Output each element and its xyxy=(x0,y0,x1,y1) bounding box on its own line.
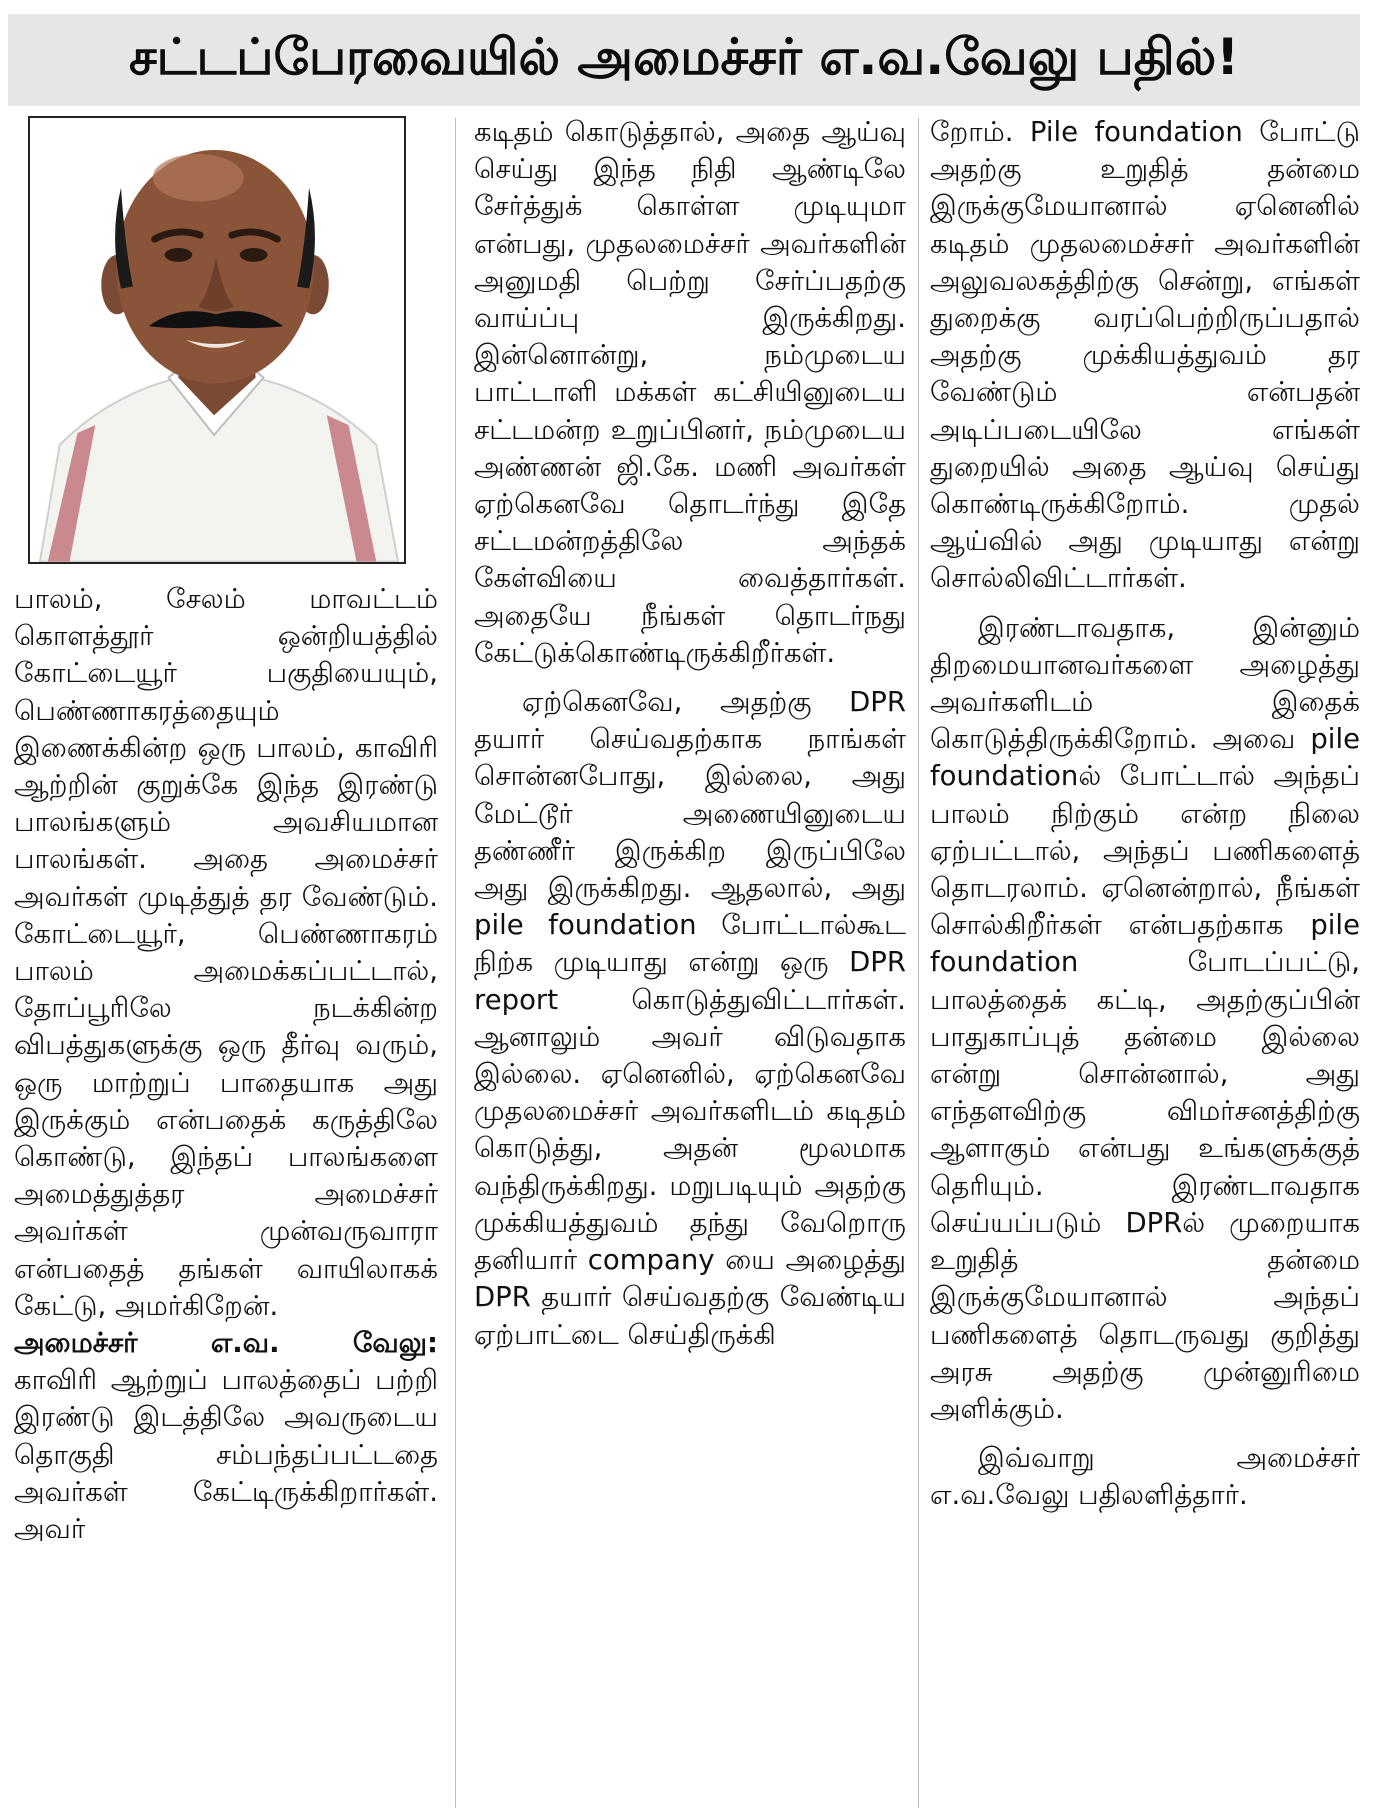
paragraph: ஏற்கெனவே, அதற்கு DPR தயார் செய்வதற்காக நாங்கள் சொன்னபோது, இல்லை, அது மேட்டூர் அணையினுடைய தண்ணீர் இருக்கிற இருப்பிலே அது இருக்கிறது. ஆதலால், அது pile foundation போட்டால்கூட நிற்க முடியாது என்று ஒரு DPR report கொடுத்துவிட்டார்கள். ஆனாலும் அவர் விடுவதாக இல்லை. ஏனெனில், ஏற்கெனவே முதலமைச்சர் அவர்களிடம் கடிதம் கொடுத்து, அதன் மூலமாக வந்திருக்கிறது. மறுபடியும் அதற்கு முக்கியத்துவம் தந்து வேறொரு தனியார் company யை அழைத்து DPR தயார் செய்வதற்கு வேண்டிய ஏற்பாட்டை செய்திருக்கி xyxy=(474,686,906,1351)
paragraph: கடிதம் கொடுத்தால், அதை ஆய்வு செய்து இந்த நிதி ஆண்டிலே சேர்த்துக் கொள்ள முடியுமா என்பது, முதலமைச்சர் அவர்களின் அனுமதி பெற்று சேர்ப்பதற்கு வாய்ப்பு இருக்கிறது. இன்னொன்று, நம்முடைய பாட்டாளி மக்கள் கட்சியினுடைய சட்டமன்ற உறுப்பினர், நம்முடைய அண்ணன் ஜி.கே. மணி அவர்கள் ஏற்கெனவே தொடர்ந்து இதே சட்டமன்றத்திலே அந்தக் கேள்வியை வைத்தார்கள். அதையே நீங்கள் தொடர்நது கேட்டுக்கொண்டிருக்கிறீர்கள். xyxy=(474,116,906,669)
article-column-2 xyxy=(474,114,906,1354)
paragraph: காவிரி ஆற்றுப் பாலத்தைப் பற்றி இரண்டு இடத்திலே அவருடைய தொகுதி சம்பந்தப்பட்டதை அவர்கள் கேட்டிருக்கிறார்கள். அவர் xyxy=(14,1364,438,1546)
article-column-3 xyxy=(930,114,1360,1515)
paragraph: பாலம், சேலம் மாவட்டம் கொளத்தூர் ஒன்றியத்தில் கோட்டையூர் பகுதியையும், பெண்ணாகரத்தையும் இணைக்கின்ற ஒரு பாலம், காவிரி ஆற்றின் குறுக்கே இந்த இரண்டு பாலங்களும் அவசியமான பாலங்கள். அதை அமைச்சர் அவர்கள் முடித்துத் தர வேண்டும். கோட்டையூர், பெண்ணாகரம் பாலம் அமைக்கப்பட்டால், தோப்பூரிலே நடக்கின்ற விபத்துகளுக்கு ஒரு தீர்வு வரும், ஒரு மாற்றுப் பாதையாக அது இருக்கும் என்பதைக் கருத்திலே கொண்டு, இந்தப் பாலங்களை அமைத்துத்தர அமைச்சர் அவர்கள் முன்வருவாரா என்பதைத் தங்கள் வாயிலாகக் கேட்டு, அமர்கிறேன். xyxy=(14,583,438,1322)
article-column-1 xyxy=(14,581,438,1548)
minister-photo xyxy=(28,116,406,564)
column-rule xyxy=(455,118,456,1808)
speaker-label: அமைச்சர் எ.வ. வேலு: xyxy=(14,1327,438,1360)
paragraph: இரண்டாவதாக, இன்னும் திறமையானவர்களை அழைத்து அவர்களிடம் இதைக் கொடுத்திருக்கிறோம். அவை pile foundationல் போட்டால் அந்தப் பாலம் நிற்கும் என்ற நிலை ஏற்பட்டால், அந்தப் பணிகளைத் தொடரலாம். ஏனென்றால், நீங்கள் சொல்கிறீர்கள் என்பதற்காக pile foundation போடப்பட்டு, பாலத்தைக் கட்டி, அதற்குப்பின் பாதுகாப்புத் தன்மை இல்லை என்று சொன்னால், அது எந்தளவிற்கு விமர்சனத்திற்கு ஆளாகும் என்பது உங்களுக்குத் தெரியும். இரண்டாவதாக செய்யப்படும் DPRல் முறையாக உறுதித் தன்மை இருக்குமேயானால் அந்தப் பணிகளைத் தொடருவது குறித்து அரசு அதற்கு முன்னுரிமை அளிக்கும். xyxy=(930,611,1360,1425)
portrait-illustration xyxy=(30,118,404,562)
headline: சட்டப்பேரவையில் அமைச்சர் எ.வ.வேலு பதில்! xyxy=(128,27,1240,86)
column-rule xyxy=(918,118,919,1808)
closing-line: இவ்வாறு அமைச்சர் எ.வ.வேலு பதிலளித்தார். xyxy=(930,1442,1360,1512)
headline-bar xyxy=(8,14,1360,106)
paragraph: றோம். Pile foundation போட்டு அதற்கு உறுதித் தன்மை இருக்குமேயானால் ஏனெனில் கடிதம் முதலமைச்சர் அவர்களின் அலுவலகத்திற்கு சென்று, எங்கள் துறைக்கு வரப்பெற்றிருப்பதால் அதற்கு முக்கியத்துவம் தர வேண்டும் என்பதன் அடிப்படையிலே எங்கள் துறையில் அதை ஆய்வு செய்து கொண்டிருக்கிறோம். முதல் ஆய்வில் அது முடியாது என்று சொல்லிவிட்டார்கள். xyxy=(930,116,1360,595)
